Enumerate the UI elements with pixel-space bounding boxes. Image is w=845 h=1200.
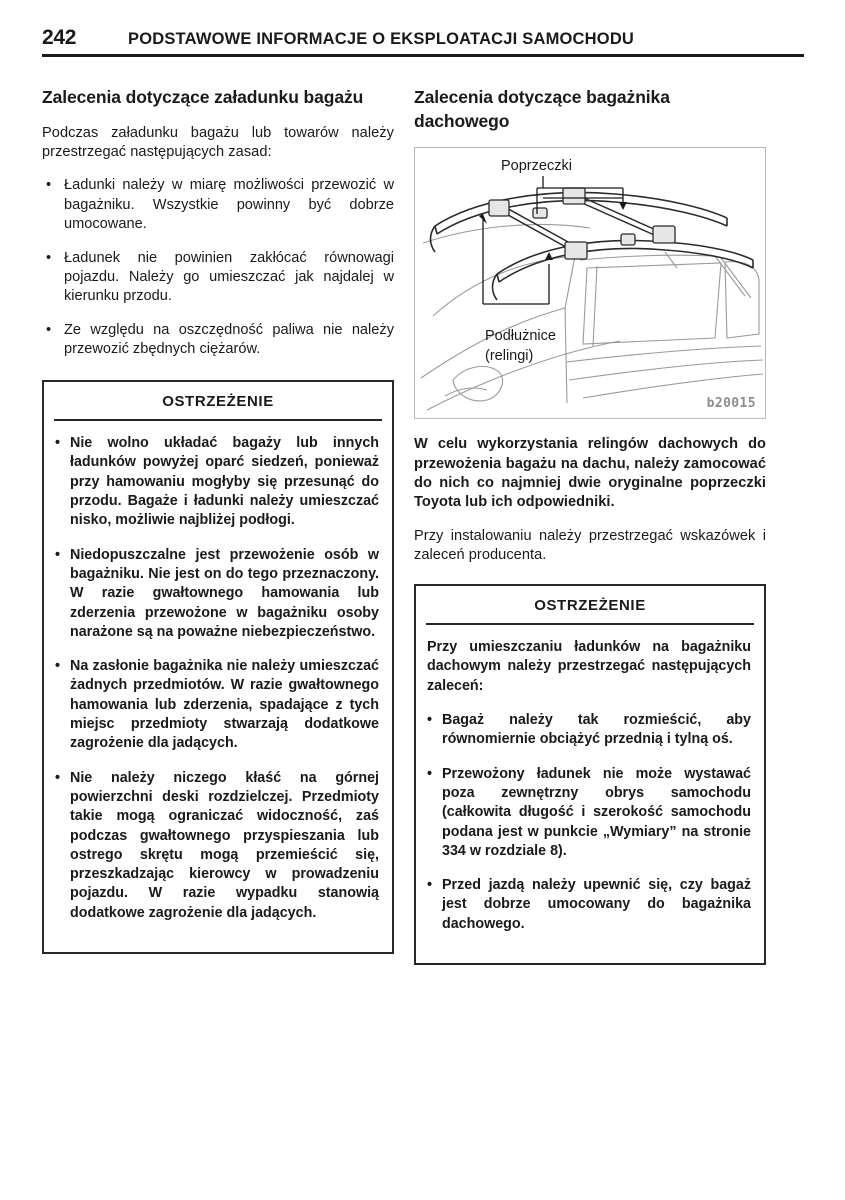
roof-rack-illustration <box>415 148 765 418</box>
roof-rack-figure <box>414 147 766 419</box>
bullet-icon: • <box>427 712 433 729</box>
page-number: 242 <box>42 26 77 49</box>
left-warning-list <box>55 434 379 923</box>
list-item <box>427 765 751 861</box>
bullet-icon: • <box>55 435 61 452</box>
warning-title: OSTRZEŻENIE <box>162 392 274 410</box>
right-column <box>414 86 766 965</box>
list-item <box>427 711 751 750</box>
page-header <box>42 26 802 50</box>
bullet-icon: • <box>55 658 61 675</box>
right-bold-paragraph: W celu wykorzystania relingów dachowych do przewożenia bagażu na dachu, należy zamocować do nich co najmniej dwie oryginalne poprzeczki Toyota lub ich odpowiedniki. <box>414 436 766 511</box>
figure-label-rails-line1: Podłużnice <box>485 328 556 345</box>
list-item <box>42 249 394 307</box>
warning-body <box>416 625 764 963</box>
list-item <box>427 876 751 934</box>
right-warning-box <box>414 584 766 965</box>
right-section-heading: Zalecenia dotyczące bagażnika dachowego <box>414 87 670 131</box>
list-item-text: Przed jazdą należy upewnić się, czy bagaż jest dobrze umocowany do bagażnika dachowego. <box>442 877 751 932</box>
list-item-text: Nie należy niczego kłaść na górnej powierzchni deski rozdzielczej. Przedmioty takie mogą ograniczać widoczność, zaś podczas gwałtownego przyspieszania lub ostrego skrętu mogą przemieścić się, przeszkadzając kierowcy w prowadzeniu pojazdu. W razie wypadku stanowią dodatkowe zagrożenie dla jadących. <box>70 769 379 921</box>
list-item <box>55 546 379 642</box>
list-item-text: Niedopuszczalne jest przewożenie osób w bagażniku. Nie jest on do tego przeznaczony. W razie gwałtownego hamowania lub zderzenia przewożone w bagażniku osoby narażone są na poważne niebezpieczeństwo. <box>70 546 379 640</box>
list-item-text: Ładunki należy w miarę możliwości przewozić w bagażniku. Wszystkie powinny być dobrze umocowane. <box>64 177 394 233</box>
list-item-text: Nie wolno układać bagaży lub innych ładunków powyżej oparć siedzeń, ponieważ przy hamowaniu mogłyby się przesunąć do przodu. Bagaże i ładunki należy umieszczać nisko, możliwie najbliżej podłogi. <box>70 435 379 529</box>
bullet-icon: • <box>55 769 61 786</box>
bullet-icon: • <box>427 765 433 782</box>
warning-body <box>44 421 392 952</box>
list-item-text: Ze względu na oszczędność paliwa nie należy przewozić zbędnych ciężarów. <box>64 321 394 358</box>
figure-label-crossbars: Poprzeczki <box>501 158 572 175</box>
page-title: PODSTAWOWE INFORMACJE O EKSPLOATACJI SAMOCHODU <box>128 30 635 48</box>
warning-title: OSTRZEŻENIE <box>534 596 646 614</box>
list-item <box>42 321 394 360</box>
left-bullet-list <box>42 176 394 359</box>
left-intro-paragraph: Podczas załadunku bagażu lub towarów należy przestrzegać następujących zasad: <box>42 124 394 161</box>
right-warning-lead: Przy umieszczaniu ładunków na bagażniku dachowym należy przestrzegać następujących zaleceń: <box>427 639 751 694</box>
list-item-text: Bagaż należy tak rozmieścić, aby równomiernie obciążyć przednią i tylną oś. <box>442 712 751 748</box>
bullet-icon: • <box>46 321 52 338</box>
list-item-text: Na zasłonie bagażnika nie należy umieszczać żadnych przedmiotów. W razie gwałtownego hamowania lub zderzenia, spadające z tych miejsc przedmioty stwarzają dodatkowe zagrożenie dla jadących. <box>70 658 379 752</box>
list-item <box>55 434 379 530</box>
bullet-icon: • <box>427 877 433 894</box>
bullet-icon: • <box>46 249 52 266</box>
list-item <box>55 657 379 753</box>
left-warning-box <box>42 380 394 954</box>
bullet-icon: • <box>55 546 61 563</box>
list-item <box>55 769 379 923</box>
list-item-text: Przewożony ładunek nie może wystawać poza zewnętrzny obrys samochodu (całkowita długość i szerokość samochodu podana jest w punkcie „Wymiary” na stronie 334 w rozdziale 8). <box>442 765 751 859</box>
list-item <box>42 176 394 234</box>
left-section-heading: Zalecenia dotyczące załadunku bagażu <box>42 87 364 107</box>
left-column <box>42 86 394 954</box>
right-warning-list <box>427 711 751 934</box>
list-item-text: Ładunek nie powinien zakłócać równowagi pojazdu. Należy go umieszczać jak najdalej w kierunku przodu. <box>64 249 394 305</box>
figure-label-rails-line2: (relingi) <box>485 348 534 365</box>
figure-code: b20015 <box>706 396 756 412</box>
right-plain-paragraph: Przy instalowaniu należy przestrzegać wskazówek i zaleceń producenta. <box>414 527 766 564</box>
bullet-icon: • <box>46 177 52 194</box>
header-divider <box>42 54 804 57</box>
